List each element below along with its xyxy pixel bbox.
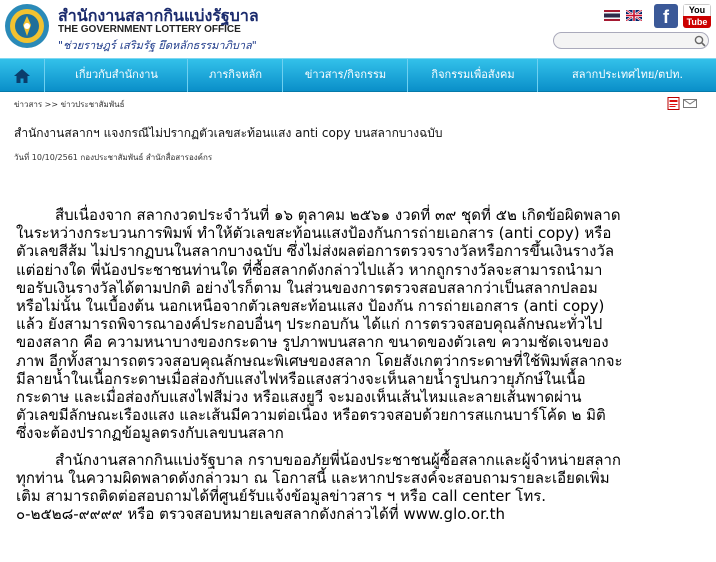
youtube-label-top: You [683, 4, 711, 16]
pdf-icon[interactable] [667, 97, 680, 110]
site-header [0, 0, 716, 58]
youtube-icon[interactable] [683, 4, 711, 28]
facebook-icon[interactable]: f [654, 4, 678, 28]
article-body [16, 206, 624, 523]
nav-item-about[interactable]: เกี่ยวกับสำนักงาน [44, 59, 188, 92]
nav-item-missions[interactable]: ภารกิจหลัก [187, 59, 283, 92]
uk-flag-icon[interactable] [626, 10, 642, 21]
article-paragraph: สืบเนื่องจาก สลากงวดประจำวันที่ ๑๖ ตุลาคม ๒๕๖๑ งวดที่ ๓๙ ชุดที่ ๕๒ เกิดข้อผิดพลาดในระหว่างกระบวนการพิมพ์ ทำให้ตัวเลขสะท้อนแสงป้องกันการถ่ายเอกสาร (anti copy) หรือตัวเลขสีส้ม ไม่ปรากฏบนในสลากบางฉบับ ซึ่งไม่ส่งผลต่อการตรวจรางวัลหรือการขึ้นเงินรางวัลแต่อย่างใด พี่น้องประชาชนท่านใด ที่ซื้อสลากดังกล่าวไปแล้ว หากถูกรางวัลจะสามารถนำมาขอรับเงินรางวัลได้ตามปกติ อย่างไรก็ตาม ในส่วนของการตรวจสอบสลากว่าเป็นสลากปลอมหรือไม่นั้น ในเบื้องต้น นอกเหนือจากตัวเลขสะท้อนแสง ป้องกัน การถ่ายเอกสาร (anti copy) แล้ว ยังสามารถพิจารณาองค์ประกอบอื่นๆ ประกอบกัน ได้แก่ การตรวจสอบคุณลักษณะทั่วไปของสลาก คือ ความหนาบางของกระดาษ รูปภาพบนสลาก ขนาดของตัวเลข ความชัดเจนของภาพ อีกทั้งสามารถตรวจสอบคุณลักษณะพิเศษของสลาก โดยสังเกตว่ากระดาษที่ใช้พิมพ์สลากจะมีลายน้ำในเนื้อกระดาษเมื่อส่องกับแสงไฟหรือแสงสว่างจะเห็นลายน้ำรูปนกวายุภักษ์ในเนื้อกระดาษ และเมื่อส่องกับแสงไฟสีม่วง หรือแสงยูวี จะมองเห็นเส้นไหมและลายเส้นพาดผ่านตัวเลขมีลักษณะเรืองแสง และเส้นมีความต่อเนื่อง หรือตรวจสอบด้วยการสแกนบาร์โค้ด ๒ มิติ ซึ่งจะต้องปรากฏข้อมูลตรงกับเลขบนสลาก [16, 206, 623, 443]
thailand-flag-icon[interactable] [604, 10, 620, 21]
email-icon[interactable] [683, 97, 697, 110]
home-icon [13, 68, 31, 84]
search-input[interactable] [553, 32, 709, 49]
article-title: สำนักงานสลากฯ แจงกรณีไม่ปรากฏตัวเลขสะท้อนแสง anti copy บนสลากบางฉบับ [14, 126, 443, 140]
org-name-english: THE GOVERNMENT LOTTERY OFFICE [58, 24, 241, 35]
org-name-thai: สำนักงานสลากกินแบ่งรัฐบาล [58, 6, 259, 25]
article-paragraph: สำนักงานสลากกินแบ่งรัฐบาล กราบขออภัยพี่น้องประชาชนผู้ซื้อสลากและผู้จำหน่ายสลากทุกท่าน ในความผิดพลาดดังกล่าวมา ณ โอกาสนี้ และหากประสงค์จะสอบถามรายละเอียดเพิ่มเติม สามารถติดต่อสอบถามได้ที่ศูนย์รับแจ้งข้อมูลข่าวสาร ฯ หรือ call center โทร. ๐-๒๕๒๘-๙๙๙๙ หรือ ตรวจสอบหมายเลขสลากดังกล่าวได้ที่ www.glo.or.th [16, 450, 621, 524]
main-navigation [0, 58, 716, 92]
breadcrumb[interactable]: ข่าวสาร >> ข่าวประชาสัมพันธ์ [14, 100, 125, 109]
nav-item-lottery-international[interactable]: สลากประเทศไทย/ตปท. [537, 59, 716, 92]
nav-home-button[interactable] [0, 59, 44, 92]
nav-item-news[interactable]: ข่าวสาร/กิจกรรม [282, 59, 408, 92]
government-lottery-logo[interactable] [4, 3, 50, 49]
article-tools [667, 97, 697, 110]
search-icon[interactable] [693, 34, 707, 48]
youtube-label-bottom: Tube [683, 16, 711, 28]
language-switcher [604, 10, 642, 21]
article-meta: วันที่ 10/10/2561 กองประชาสัมพันธ์ สำนักสื่อสารองค์กร [14, 153, 213, 162]
nav-item-csr[interactable]: กิจกรรมเพื่อสังคม [407, 59, 538, 92]
org-slogan: "ช่วยราษฎร์ เสริมรัฐ ยึดหลักธรรมาภิบาล" [58, 39, 257, 52]
